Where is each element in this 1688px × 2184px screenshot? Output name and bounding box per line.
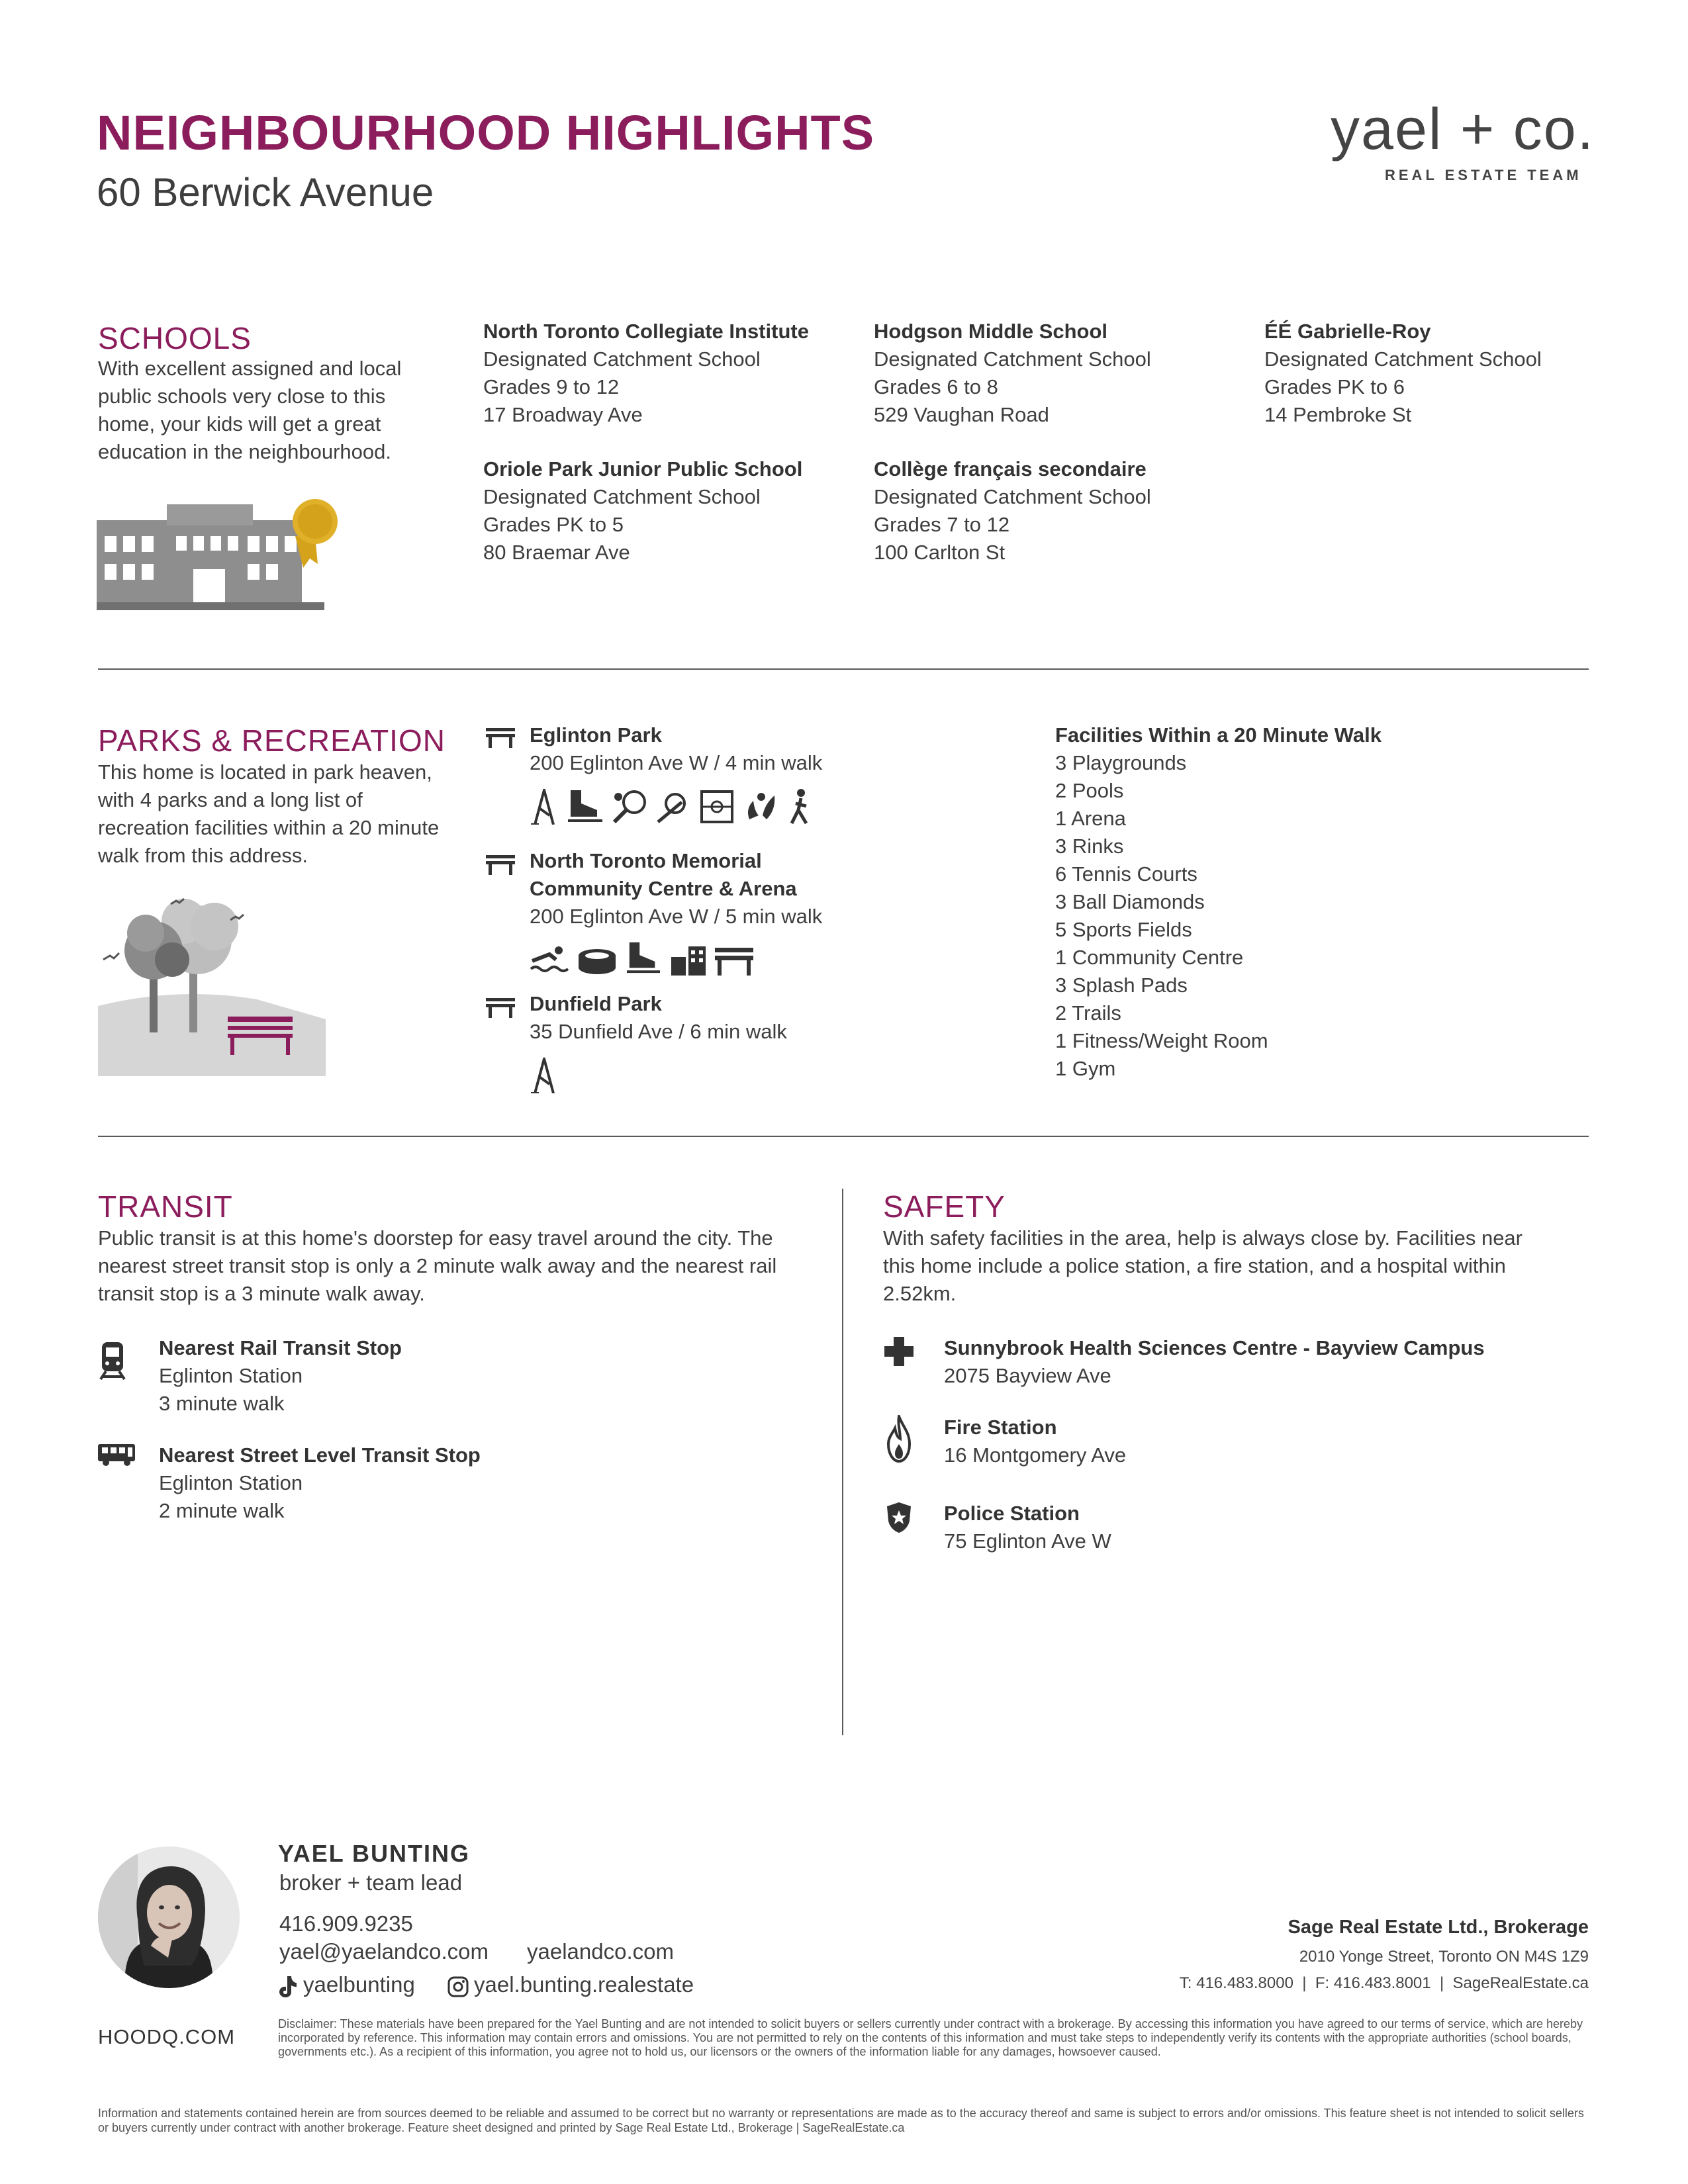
park-amenity-icons bbox=[530, 941, 753, 976]
disclaimer-text: Disclaimer: These materials have been prepared for the Yael Bunting and are not intended to solicit buyers or sellers currently under contract with a brokerage. By accessing this information you have agreed to our terms of service, which are hereby incorporated by reference. This information may contain errors and omissions. You are not permitted to rely on the contents of this information and must take steps to independently verify its contents with the appropriate authorities (school boards, governments etc.). As a recipient of this information, you agree not to hold us, our licensors or the owners of the information liable for any damages, howsoever caused. bbox=[278, 2017, 1583, 2058]
school-name: Oriole Park Junior Public School bbox=[483, 457, 803, 480]
bench-icon bbox=[486, 728, 515, 748]
park-amenity-icons bbox=[530, 1058, 559, 1093]
school-name: Hodgson Middle School bbox=[874, 320, 1108, 343]
bench-icon bbox=[486, 855, 515, 875]
park-item bbox=[530, 721, 822, 777]
school-type: Designated Catchment School bbox=[483, 485, 761, 508]
transit-description: Public transit is at this home's doorstep for easy travel around the city. The nearest street transit stop is only a 2 minute walk away and the nearest rail transit stop is a 3 minute walk away. bbox=[98, 1226, 777, 1305]
brokerage-block bbox=[1180, 1917, 1589, 1993]
school-type: Designated Catchment School bbox=[1264, 347, 1542, 371]
brand-logo: yael + co. bbox=[1331, 96, 1595, 161]
facility-item: 3 Ball Diamonds bbox=[1055, 890, 1205, 913]
facility-item: 3 Splash Pads bbox=[1055, 974, 1188, 997]
safety-facility-name: Fire Station bbox=[944, 1416, 1057, 1439]
arena-icon bbox=[577, 944, 617, 976]
school-grades: Grades 7 to 12 bbox=[874, 513, 1010, 536]
park-illustration-icon bbox=[98, 887, 326, 1076]
skate-icon bbox=[567, 789, 604, 825]
agent-tiktok[interactable]: yaelbunting bbox=[303, 1972, 415, 1997]
agent-website[interactable]: yaelandco.com bbox=[527, 1939, 674, 1964]
facility-item: 5 Sports Fields bbox=[1055, 918, 1192, 941]
park-address: 35 Dunfield Ave / 6 min walk bbox=[530, 1020, 787, 1043]
facility-item: 1 Fitness/Weight Room bbox=[1055, 1029, 1268, 1052]
agent-phone[interactable]: 416.909.9235 bbox=[279, 1911, 413, 1936]
transit-station: Eglinton Station bbox=[159, 1471, 303, 1494]
facility-item: 2 Trails bbox=[1055, 1001, 1121, 1024]
section-divider bbox=[98, 1136, 1589, 1137]
safety-heading: SAFETY bbox=[883, 1189, 1006, 1224]
agent-name: YAEL BUNTING bbox=[278, 1840, 471, 1867]
park-name: North Toronto Memorial bbox=[530, 849, 762, 872]
safety-item bbox=[944, 1500, 1111, 1555]
playground-icon bbox=[530, 789, 559, 825]
safety-facility-address: 16 Montgomery Ave bbox=[944, 1443, 1127, 1467]
parks-description: This home is located in park heaven, with 4 parks and a long list of recreation facilities within a 20 minute walk from this address. bbox=[98, 760, 440, 867]
agent-instagram[interactable]: yael.bunting.realestate bbox=[474, 1972, 694, 1997]
facility-item: 3 Playgrounds bbox=[1055, 751, 1187, 774]
agent-email[interactable]: yael@yaelandco.com bbox=[279, 1939, 489, 1964]
facility-item: 6 Tennis Courts bbox=[1055, 862, 1197, 886]
brand-logo-subtitle: REAL ESTATE TEAM bbox=[1385, 167, 1582, 183]
school-grades: Grades 6 to 8 bbox=[874, 375, 998, 398]
facility-item: 1 Gym bbox=[1055, 1057, 1116, 1080]
bench-icon bbox=[486, 998, 515, 1018]
school-type: Designated Catchment School bbox=[874, 347, 1151, 371]
safety-facility-name: Sunnybrook Health Sciences Centre - Bayview Campus bbox=[944, 1336, 1485, 1359]
bus-icon bbox=[97, 1443, 136, 1467]
school-address: 14 Pembroke St bbox=[1264, 403, 1412, 426]
section-divider bbox=[98, 668, 1589, 670]
agent-role: broker + team lead bbox=[279, 1870, 463, 1895]
parks-heading: PARKS & RECREATION bbox=[98, 723, 445, 758]
school-item bbox=[483, 455, 802, 567]
school-grades: Grades PK to 5 bbox=[483, 513, 624, 536]
transit-stop-title: Nearest Rail Transit Stop bbox=[159, 1336, 402, 1359]
school-address: 529 Vaughan Road bbox=[874, 403, 1049, 426]
tennis-icon bbox=[612, 789, 647, 825]
sports-field-icon bbox=[699, 789, 735, 825]
baseball-icon bbox=[655, 789, 691, 825]
hospital-cross-icon bbox=[884, 1337, 914, 1366]
park-item bbox=[530, 990, 787, 1046]
facilities-heading: Facilities Within a 20 Minute Walk bbox=[1055, 723, 1382, 747]
school-address: 100 Carlton St bbox=[874, 541, 1006, 564]
fire-icon bbox=[887, 1415, 911, 1463]
splash-pad-icon bbox=[743, 789, 778, 825]
transit-stop-title: Nearest Street Level Transit Stop bbox=[159, 1443, 481, 1467]
school-item bbox=[874, 318, 1151, 429]
school-building-icon bbox=[97, 490, 344, 613]
pool-icon bbox=[530, 944, 569, 976]
safety-facility-address: 75 Eglinton Ave W bbox=[944, 1529, 1111, 1553]
transit-walk-time: 3 minute walk bbox=[159, 1392, 285, 1415]
school-name: Collège français secondaire bbox=[874, 457, 1147, 480]
safety-facility-address: 2075 Bayview Ave bbox=[944, 1364, 1111, 1387]
community-centre-icon bbox=[670, 944, 707, 976]
safety-item bbox=[944, 1334, 1485, 1390]
brokerage-name: Sage Real Estate Ltd., Brokerage bbox=[1288, 1917, 1589, 1938]
column-divider bbox=[842, 1189, 843, 1735]
park-address: 200 Eglinton Ave W / 5 min walk bbox=[530, 905, 823, 928]
park-address: 200 Eglinton Ave W / 4 min walk bbox=[530, 751, 823, 774]
school-item bbox=[483, 318, 809, 429]
facilities-list bbox=[1055, 721, 1382, 1083]
schools-heading: SCHOOLS bbox=[98, 321, 252, 355]
transit-heading: TRANSIT bbox=[98, 1189, 233, 1224]
school-item bbox=[1264, 318, 1542, 429]
transit-walk-time: 2 minute walk bbox=[159, 1499, 285, 1522]
safety-description: With safety facilities in the area, help is always close by. Facilities near this home include a police station, a fire station, and a hospital within 2.52km. bbox=[883, 1226, 1523, 1305]
train-icon bbox=[99, 1341, 126, 1381]
park-name: Community Centre & Arena bbox=[530, 877, 797, 900]
school-item bbox=[874, 455, 1151, 567]
facility-item: 3 Rinks bbox=[1055, 835, 1124, 858]
park-name: Eglinton Park bbox=[530, 723, 662, 747]
park-amenity-icons bbox=[530, 789, 813, 825]
park-name: Dunfield Park bbox=[530, 992, 662, 1015]
agent-photo-avatar bbox=[98, 1846, 240, 1988]
trail-icon bbox=[786, 789, 813, 825]
bench-icon bbox=[715, 946, 753, 976]
facility-item: 1 Community Centre bbox=[1055, 946, 1244, 969]
safety-item bbox=[944, 1414, 1126, 1469]
info-text: Information and statements contained herein are from sources deemed to be reliable and assumed to be correct but no warranty or representations are made as to the accuracy thereof and same is subject to errors and/or omissions. This feature sheet is not intended to solicit sellers or buyers currently under contract with another brokerage. Feature sheet designed and printed by Sage Real Estate Ltd., Brokerage | SageRealEstate.ca bbox=[98, 2107, 1584, 2134]
tiktok-icon bbox=[277, 1975, 297, 1997]
police-badge-icon bbox=[886, 1501, 912, 1534]
transit-station: Eglinton Station bbox=[159, 1364, 303, 1387]
safety-facility-name: Police Station bbox=[944, 1502, 1080, 1525]
school-name: ÉÉ Gabrielle-Roy bbox=[1264, 320, 1431, 343]
park-item bbox=[530, 847, 822, 931]
brokerage-contact: T: 416.483.8000 | F: 416.483.8001 | SageRealEstate.ca bbox=[1179, 1974, 1589, 1992]
hoodq-link[interactable]: HOODQ.COM bbox=[98, 2025, 236, 2048]
school-name: North Toronto Collegiate Institute bbox=[483, 320, 809, 343]
brokerage-address: 2010 Yonge Street, Toronto ON M4S 1Z9 bbox=[1299, 1948, 1589, 1966]
instagram-icon bbox=[447, 1976, 469, 1997]
facility-item: 1 Arena bbox=[1055, 807, 1126, 830]
school-address: 80 Braemar Ave bbox=[483, 541, 630, 564]
property-address: 60 Berwick Avenue bbox=[97, 170, 434, 214]
playground-icon bbox=[530, 1058, 559, 1093]
facility-item: 2 Pools bbox=[1055, 779, 1124, 802]
page-title: NEIGHBOURHOOD HIGHLIGHTS bbox=[97, 105, 875, 160]
transit-item bbox=[159, 1334, 402, 1418]
school-grades: Grades 9 to 12 bbox=[483, 375, 620, 398]
school-grades: Grades PK to 6 bbox=[1264, 375, 1405, 398]
school-type: Designated Catchment School bbox=[483, 347, 761, 371]
skate-icon bbox=[625, 941, 662, 976]
school-type: Designated Catchment School bbox=[874, 485, 1151, 508]
schools-description: With excellent assigned and local public schools very close to this home, your kids will get a great education in the neighbourhood. bbox=[98, 357, 402, 463]
transit-item bbox=[159, 1441, 481, 1525]
school-address: 17 Broadway Ave bbox=[483, 403, 643, 426]
